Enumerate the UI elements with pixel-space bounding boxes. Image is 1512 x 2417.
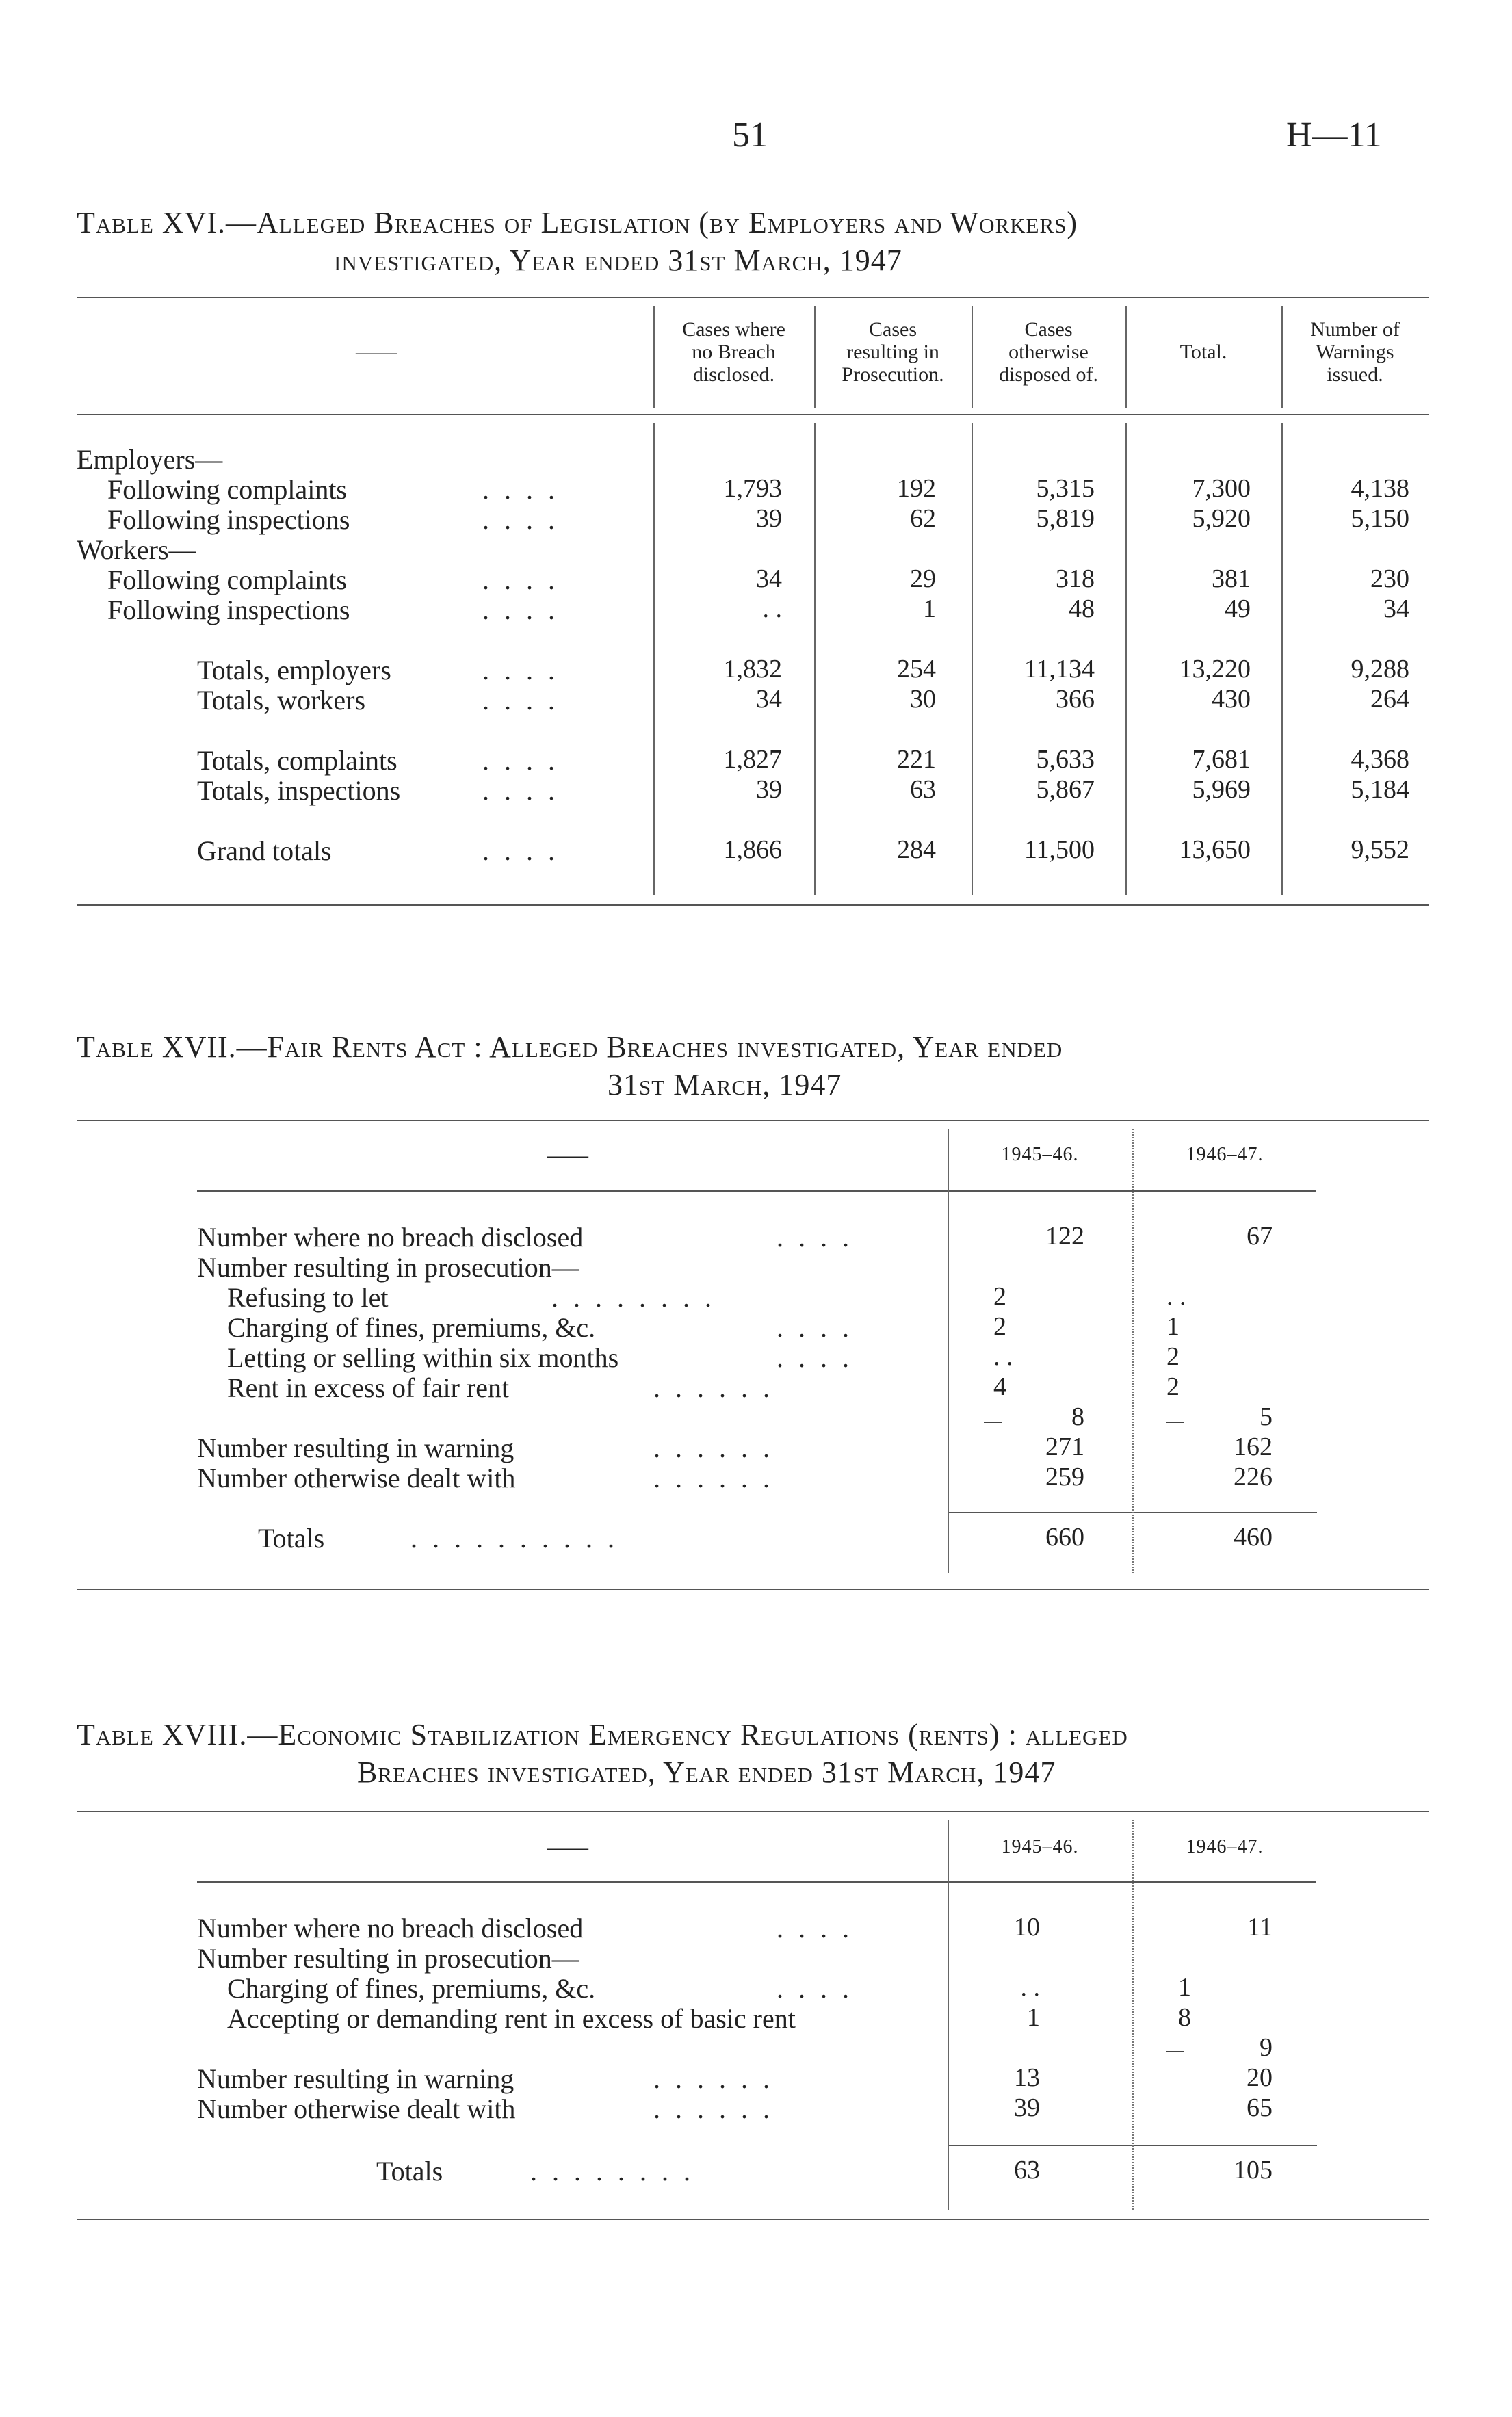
column-header-warnings (1281, 318, 1429, 386)
row-label: Grand totals (197, 835, 332, 866)
leader-dots: . . . . (482, 595, 559, 625)
leader-dots: . . . . (482, 745, 559, 776)
row-label: Number where no breach disclosed (197, 1913, 584, 1944)
leader-dots: . . . . (482, 685, 559, 716)
row-label: Totals, employers (197, 655, 391, 685)
cell-value: 13 (1014, 2063, 1040, 2092)
row-label: Number where no breach disclosed (197, 1222, 584, 1253)
table-xviii-top-rule (77, 1811, 1429, 1812)
table-xvi-bottom-rule (77, 904, 1429, 906)
subtotal-value: 9 (1260, 2033, 1273, 2062)
blank-column-header: —— (547, 1836, 588, 1859)
cell-value: . . (1166, 1282, 1186, 1311)
row-label: Charging of fines, premiums, &c. (227, 1973, 596, 2004)
cell-value: . . (993, 1342, 1013, 1371)
cell-value: 366 (1056, 685, 1095, 714)
column-header-line: Prosecution. (842, 363, 944, 386)
row-label: Totals (376, 2156, 443, 2186)
leader-dots: . . . . . . . . (530, 2156, 694, 2186)
row-label: Charging of fines, premiums, &c. (227, 1312, 596, 1343)
blank-column-header: —— (547, 1144, 588, 1166)
cell-value: 122 (1045, 1222, 1084, 1251)
cell-value: 39 (1014, 2093, 1040, 2122)
cell-value: 1 (1166, 1312, 1179, 1341)
cell-value: 230 (1370, 564, 1409, 593)
cell-value: 67 (1247, 1222, 1273, 1251)
cell-value: 4,368 (1351, 745, 1409, 774)
table-xvi-header-rule (77, 414, 1429, 415)
column-header-line: otherwise (1008, 341, 1089, 363)
leader-dots: . . . . . . (653, 1463, 774, 1493)
column-header-line: Cases (1024, 318, 1073, 341)
cell-value: 284 (897, 835, 936, 864)
cell-value: 39 (756, 775, 782, 804)
row-label: Number otherwise dealt with (197, 2093, 516, 2124)
cell-value: 105 (1234, 2156, 1273, 2184)
table-xvi-title-line2: investigated, Year ended 31st March, 1947 (334, 244, 902, 277)
cell-value: 5,867 (1036, 775, 1095, 804)
leader-dots: . . . . . . (653, 2063, 774, 2094)
cell-value: 1,793 (723, 474, 782, 503)
year-header-1946-47: 1946–47. (1186, 1144, 1264, 1165)
row-label: Following complaints (107, 564, 347, 595)
cell-value: 8 (1178, 2003, 1191, 2032)
row-label: Refusing to let (227, 1282, 389, 1313)
cell-value: 34 (756, 685, 782, 714)
table-xvii-title-line1: Table XVII.—Fair Rents Act : Alleged Breaches investigated, Year ended (77, 1030, 1063, 1064)
row-label: Number otherwise dealt with (197, 1463, 516, 1493)
year-header-1945-46: 1945–46. (1001, 1836, 1079, 1857)
table-xviii-col-rule (1132, 1820, 1134, 2210)
cell-value: 254 (897, 655, 936, 683)
cell-value: 1,866 (723, 835, 782, 864)
column-header-total (1125, 341, 1281, 363)
cell-value: 30 (910, 685, 936, 714)
cell-value: 11 (1247, 1913, 1273, 1942)
row-label: Number resulting in prosecution— (197, 1252, 579, 1283)
page-number: 51 (732, 116, 768, 155)
cell-value: 1 (1027, 2003, 1040, 2032)
cell-value: 430 (1212, 685, 1251, 714)
leader-dots: . . . . (482, 835, 559, 866)
cell-value: 1 (1178, 1973, 1191, 2002)
column-header-line: resulting in (846, 341, 939, 363)
cell-value: 5,969 (1192, 775, 1251, 804)
leader-dots: . . . . . . . . . . (410, 1523, 618, 1554)
table-xvii-title-line2: 31st March, 1947 (608, 1068, 842, 1101)
cell-value: 318 (1056, 564, 1095, 593)
cell-value: 5,184 (1351, 775, 1409, 804)
cell-value: 2 (993, 1282, 1006, 1311)
leader-dots: . . . . . . . . (551, 1282, 716, 1313)
group-heading-workers: Workers— (77, 534, 196, 565)
cell-value: 7,681 (1192, 745, 1251, 774)
cell-value: 62 (910, 504, 936, 533)
cell-value: 29 (910, 564, 936, 593)
table-xvi-top-rule (77, 297, 1429, 298)
leader-dots: . . . . . . (653, 1372, 774, 1403)
cell-value: 5,920 (1192, 504, 1251, 533)
row-label: Totals, inspections (197, 775, 401, 806)
year-header-1945-46: 1945–46. (1001, 1144, 1079, 1165)
column-header-line: Cases (869, 318, 917, 341)
row-label: Following inspections (107, 504, 350, 535)
leader-dots: . . . . (482, 474, 559, 505)
leader-dots: . . . . (482, 504, 559, 535)
cell-value: 9,288 (1351, 655, 1409, 683)
cell-value: 192 (897, 474, 936, 503)
column-header-otherwise (972, 318, 1125, 386)
blank-column-header: —— (356, 341, 397, 363)
cell-value: 259 (1045, 1463, 1084, 1491)
row-label: Number resulting in prosecution— (197, 1943, 579, 1974)
column-header-line: Number of (1310, 318, 1400, 341)
table-xvi-title-line1: Table XVI.—Alleged Breaches of Legislation (by Employers and Workers) (77, 206, 1078, 239)
leader-dots: . . . . (777, 1913, 853, 1944)
cell-value: . . (762, 595, 782, 623)
cell-value: 221 (897, 745, 936, 774)
cell-value: 7,300 (1192, 474, 1251, 503)
row-label: Totals (258, 1523, 325, 1554)
cell-value: 11,500 (1024, 835, 1095, 864)
leader-dots: . . . . (777, 1222, 853, 1253)
table-xviii-title-line2: Breaches investigated, Year ended 31st March, 1947 (357, 1755, 1056, 1789)
year-header-1946-47: 1946–47. (1186, 1836, 1264, 1857)
cell-value: 13,650 (1179, 835, 1251, 864)
cell-value: 5,633 (1036, 745, 1095, 774)
subtotal-value: 5 (1260, 1402, 1273, 1431)
cell-value: 5,150 (1351, 504, 1409, 533)
row-label: Rent in excess of fair rent (227, 1372, 510, 1403)
leader-dots: . . . . (482, 775, 559, 806)
group-heading-employers: Employers— (77, 444, 223, 475)
cell-value: 162 (1234, 1433, 1273, 1461)
cell-value: 39 (756, 504, 782, 533)
cell-value: 34 (756, 564, 782, 593)
column-header-no-breach (653, 318, 814, 386)
cell-value: 48 (1069, 595, 1095, 623)
document-reference: H—11 (1286, 116, 1382, 155)
cell-value: 13,220 (1179, 655, 1251, 683)
cell-value: 4,138 (1351, 474, 1409, 503)
row-label: Following inspections (107, 595, 350, 625)
column-header-line: issued. (1327, 363, 1383, 386)
leader-dots: . . . . . . (653, 2093, 774, 2124)
row-label: Totals, complaints (197, 745, 397, 776)
table-xvii-col-rule (948, 1129, 949, 1573)
cell-value: 34 (1383, 595, 1409, 623)
cell-value: 63 (910, 775, 936, 804)
cell-value: 11,134 (1024, 655, 1095, 683)
table-xvii-bottom-rule (77, 1589, 1429, 1590)
column-header-line: Warnings (1316, 341, 1394, 363)
cell-value: 2 (993, 1312, 1006, 1341)
column-header-line: Total. (1179, 341, 1227, 363)
table-xviii-title-line1: Table XVIII.—Economic Stabilization Emergency Regulations (rents) : alleged (77, 1718, 1128, 1751)
leader-dots: . . . . (482, 564, 559, 595)
table-xviii-bottom-rule (77, 2219, 1429, 2220)
cell-value: 1,827 (723, 745, 782, 774)
cell-value: 5,819 (1036, 504, 1095, 533)
cell-value: 65 (1247, 2093, 1273, 2122)
leader-dots: . . . . (482, 655, 559, 685)
cell-value: . . (1020, 1973, 1040, 2002)
cell-value: 9,552 (1351, 835, 1409, 864)
leader-dots: . . . . . . (653, 1433, 774, 1463)
column-header-line: Cases where (682, 318, 785, 341)
cell-value: 1,832 (723, 655, 782, 683)
cell-value: 10 (1014, 1913, 1040, 1942)
cell-value: 460 (1234, 1523, 1273, 1552)
cell-value: 660 (1045, 1523, 1084, 1552)
leader-dots: . . . . (777, 1342, 853, 1373)
row-label: Letting or selling within six months (227, 1342, 619, 1373)
row-label: Number resulting in warning (197, 1433, 514, 1463)
row-label: Accepting or demanding rent in excess of basic rent (227, 2003, 796, 2034)
cell-value: 381 (1212, 564, 1251, 593)
column-header-line: disposed of. (999, 363, 1098, 386)
subtotal-value: 8 (1071, 1402, 1084, 1431)
cell-value: 2 (1166, 1372, 1179, 1401)
table-xvii-col-rule (1132, 1129, 1134, 1573)
cell-value: 1 (923, 595, 936, 623)
cell-value: 226 (1234, 1463, 1273, 1491)
column-header-prosecution (814, 318, 972, 386)
cell-value: 5,315 (1036, 474, 1095, 503)
cell-value: 49 (1225, 595, 1251, 623)
cell-value: 4 (993, 1372, 1006, 1401)
row-label: Totals, workers (197, 685, 366, 716)
table-xvii-header-rule (197, 1190, 1316, 1192)
leader-dots: . . . . (777, 1312, 853, 1343)
cell-value: 264 (1370, 685, 1409, 714)
column-header-line: disclosed. (692, 363, 775, 386)
table-xvii-top-rule (77, 1120, 1429, 1121)
row-label: Number resulting in warning (197, 2063, 514, 2094)
cell-value: 2 (1166, 1342, 1179, 1371)
table-xviii-header-rule (197, 1881, 1316, 1883)
column-header-line: no Breach (692, 341, 776, 363)
cell-value: 20 (1247, 2063, 1273, 2092)
cell-value: 63 (1014, 2156, 1040, 2184)
leader-dots: . . . . (777, 1973, 853, 2004)
cell-value: 271 (1045, 1433, 1084, 1461)
row-label: Following complaints (107, 474, 347, 505)
